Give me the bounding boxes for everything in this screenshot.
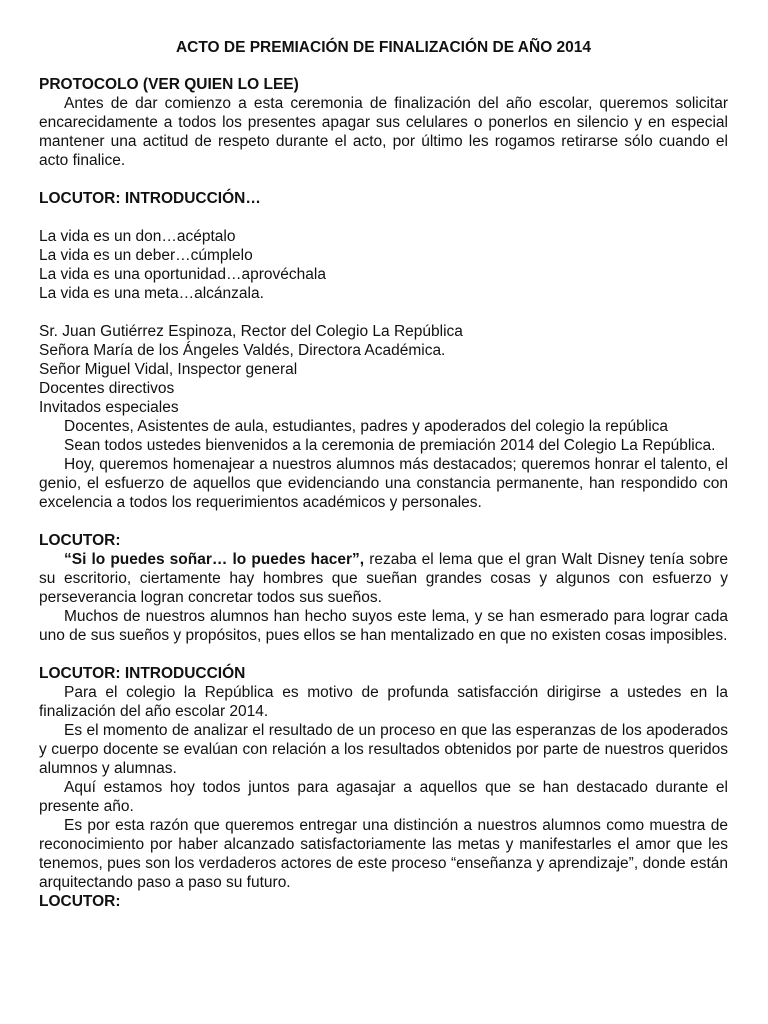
paragraph: Sean todos ustedes bienvenidos a la ceremonia de premiación 2014 del Colegio La República. (64, 437, 716, 454)
paragraph: Para el colegio la República es motivo de profunda satisfacción dirigirse a ustedes en la finalización del año escolar 2014. (39, 684, 728, 720)
quote-paragraph (39, 550, 728, 607)
text-line: Invitados especiales (39, 399, 179, 416)
paragraph: Es el momento de analizar el resultado de un proceso en que las esperanzas de los apoderados y cuerpo docente se evalúan con relación a los resultados obtenidos por parte de nuestros queridos alumnos y alumnas. (39, 722, 728, 777)
section-heading-locutor: LOCUTOR: (39, 532, 121, 549)
paragraph: Hoy, queremos homenajear a nuestros alumnos más destacados; queremos honrar el talento, el genio, el esfuerzo de aquellos que evidenciando una constancia permanente, han respondido con excelencia a todos los requerimientos académicos y personales. (39, 456, 728, 511)
paragraph: Docentes, Asistentes de aula, estudiantes, padres y apoderados del colegio la república (64, 418, 669, 435)
text-line: La vida es una oportunidad…aprovéchala (39, 266, 326, 283)
paragraph: Antes de dar comienzo a esta ceremonia de finalización del año escolar, queremos solicitar encarecidamente a todos los presentes apagar sus celulares o ponerlos en silencio y en especial mantener una actitud de respeto durante el acto, por último les rogamos retirarse sólo cuando el acto finalice. (39, 95, 728, 169)
text-line: Señora María de los Ángeles Valdés, Directora Académica. (39, 342, 446, 359)
section-heading-locutor-introduccion: LOCUTOR: INTRODUCCIÓN… (39, 190, 261, 207)
text-line: La vida es un deber…cúmplelo (39, 247, 253, 264)
section-heading-locutor-introduccion-2: LOCUTOR: INTRODUCCIÓN (39, 665, 246, 682)
text-line: La vida es un don…acéptalo (39, 228, 236, 245)
text-line: La vida es una meta…alcánzala. (39, 285, 264, 302)
paragraph: Aquí estamos hoy todos juntos para agasajar a aquellos que se han destacado durante el presente año. (39, 779, 728, 815)
section-heading-protocolo: PROTOCOLO (VER QUIEN LO LEE) (39, 76, 299, 93)
text-line: Sr. Juan Gutiérrez Espinoza, Rector del Colegio La República (39, 323, 463, 340)
text-line: Señor Miguel Vidal, Inspector general (39, 361, 298, 378)
text-line: Docentes directivos (39, 380, 175, 397)
document-title: ACTO DE PREMIACIÓN DE FINALIZACIÓN DE AÑO 2014 (175, 39, 592, 56)
section-heading-locutor-final: LOCUTOR: (39, 893, 121, 910)
paragraph: Es por esta razón que queremos entregar una distinción a nuestros alumnos como muestra de reconocimiento por haber alcanzado satisfactoriamente las metas y manifestarles el amor que les tenemos, pues son los verdaderos actores de este proceso “enseñanza y aprendizaje”, donde están arquitectando paso a paso su futuro. (39, 817, 728, 891)
quote-text: “Si lo puedes soñar… lo puedes hacer”, (64, 551, 365, 568)
paragraph: Muchos de nuestros alumnos han hecho suyos este lema, y se han esmerado para lograr cada uno de sus sueños y propósitos, pues ellos se han mentalizado en que no existen cosas imposibles. (39, 608, 728, 644)
quote-continuation: rezaba el lema que el gran Walt Disney tenía sobre su escritorio, ciertamente hay hombres que sueñan grandes cosas y algunos con esfuerzo y perseverancia logran concretar todos sus sueños. (39, 551, 728, 606)
